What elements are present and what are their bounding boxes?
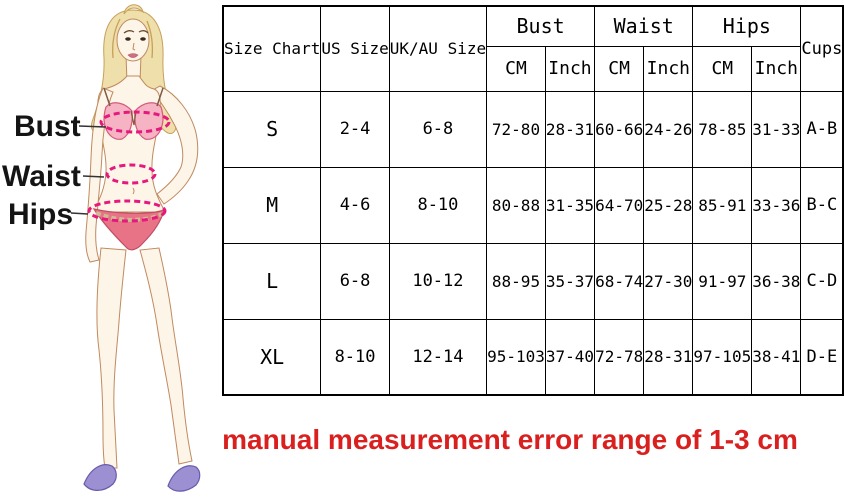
table-cell: 27-30 [644, 243, 693, 319]
header-bust-inch: Inch [545, 46, 594, 91]
bra-cup-left [104, 103, 132, 139]
leg-left [97, 248, 126, 468]
waist-label: Waist [2, 160, 81, 193]
table-cell: 12-14 [389, 319, 486, 395]
table-cell: 8-10 [321, 319, 389, 395]
eye-right [140, 37, 146, 40]
table-cell: XL [223, 319, 321, 395]
table-cell: 72-80 [487, 91, 546, 167]
table-cell: L [223, 243, 321, 319]
table-cell: 80-88 [487, 167, 546, 243]
header-waist-group: Waist [595, 6, 693, 46]
table-cell: B-C [801, 167, 843, 243]
header-hips-group: Hips [693, 6, 801, 46]
bust-pointer-line [79, 126, 106, 127]
header-hips-inch: Inch [752, 46, 801, 91]
table-cell: 91-97 [693, 243, 752, 319]
waist-pointer-line [83, 176, 104, 177]
header-waist-inch: Inch [644, 46, 693, 91]
table-cell: 60-66 [595, 91, 644, 167]
table-cell: S [223, 91, 321, 167]
header-waist-cm: CM [595, 46, 644, 91]
shoe-left [84, 465, 116, 491]
eye-left [125, 37, 131, 40]
table-cell: 28-31 [644, 319, 693, 395]
table-cell: 6-8 [389, 91, 486, 167]
header-bust-cm: CM [487, 46, 546, 91]
table-cell: 6-8 [321, 243, 389, 319]
size-chart-table [222, 5, 844, 396]
header-us-size: US Size [321, 6, 389, 91]
table-cell: 72-78 [595, 319, 644, 395]
table-cell: 88-95 [487, 243, 546, 319]
table-cell: 35-37 [545, 243, 594, 319]
header-size-chart: Size Chart [223, 6, 321, 91]
table-cell: D-E [801, 319, 843, 395]
table-cell: 37-40 [545, 319, 594, 395]
hips-pointer-line [71, 213, 88, 214]
header-hips-cm: CM [693, 46, 752, 91]
table-cell: 25-28 [644, 167, 693, 243]
size-row-xl [223, 319, 843, 395]
leg-right [140, 248, 192, 464]
table-cell: A-B [801, 91, 843, 167]
header-cups: Cups [801, 6, 843, 91]
header-bust-group: Bust [487, 6, 595, 46]
woman-sketch [0, 0, 230, 500]
hips-label: Hips [8, 198, 74, 231]
table-cell: C-D [801, 243, 843, 319]
table-cell: 31-35 [545, 167, 594, 243]
figure-illustration [0, 0, 230, 500]
table-cell: 28-31 [545, 91, 594, 167]
size-row-s [223, 91, 843, 167]
table-cell: 4-6 [321, 167, 389, 243]
bra-cup-right [135, 103, 163, 139]
table-cell: 38-41 [752, 319, 801, 395]
table-cell: 85-91 [693, 167, 752, 243]
header-ukau-size: UK/AU Size [389, 6, 486, 91]
table-cell: 64-70 [595, 167, 644, 243]
table-cell: 97-105 [693, 319, 752, 395]
measurement-error-note: manual measurement error range of 1-3 cm [222, 424, 798, 455]
table-cell: 95-103 [487, 319, 546, 395]
table-cell: 2-4 [321, 91, 389, 167]
table-cell: 31-33 [752, 91, 801, 167]
table-cell: 10-12 [389, 243, 486, 319]
table-cell: 36-38 [752, 243, 801, 319]
table-cell: 68-74 [595, 243, 644, 319]
table-cell: 33-36 [752, 167, 801, 243]
table-cell: M [223, 167, 321, 243]
table-cell: 24-26 [644, 91, 693, 167]
size-row-l [223, 243, 843, 319]
table-cell: 8-10 [389, 167, 486, 243]
size-row-m [223, 167, 843, 243]
table-cell: 78-85 [693, 91, 752, 167]
shoe-right [168, 466, 200, 491]
bust-label: Bust [14, 110, 81, 143]
